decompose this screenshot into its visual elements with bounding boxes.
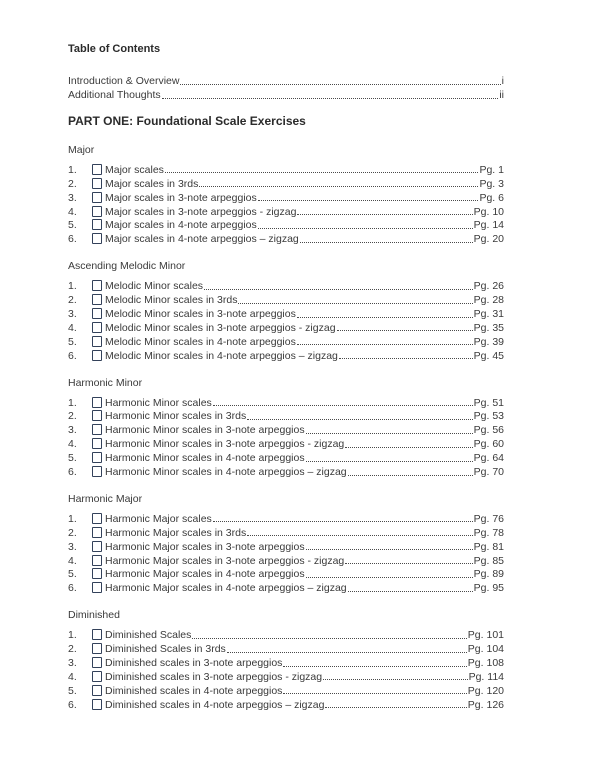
dot-leader — [199, 186, 478, 187]
item-number: 3. — [68, 191, 77, 204]
checkbox-icon — [92, 178, 102, 189]
dot-leader — [306, 549, 473, 550]
item-number: 2. — [68, 643, 77, 656]
item-page: Pg. 76 — [473, 512, 504, 525]
checkbox-icon — [92, 322, 102, 333]
item-label: Harmonic Major scales in 3-note arpeggios — [105, 540, 305, 553]
item-label: Harmonic Major scales in 3-note arpeggios - zigzag — [105, 554, 345, 567]
item-number: 3. — [68, 540, 77, 553]
dot-leader — [247, 535, 472, 536]
dot-leader — [227, 652, 467, 653]
dot-leader — [306, 461, 473, 462]
part-heading: PART ONE: Foundational Scale Exercises — [68, 114, 306, 128]
dot-leader — [323, 679, 467, 680]
checkbox-icon — [92, 527, 102, 538]
checkbox-icon — [92, 424, 102, 435]
item-page: Pg. 45 — [473, 349, 504, 362]
checkbox-icon — [92, 685, 102, 696]
item-number: 4. — [68, 670, 77, 683]
checkbox-icon — [92, 233, 102, 244]
item-number: 3. — [68, 308, 77, 321]
toc-item — [68, 683, 504, 697]
item-page: Pg. 53 — [473, 410, 504, 423]
item-number: 4. — [68, 438, 77, 451]
item-label: Harmonic Minor scales in 4-note arpeggios – zigzag — [105, 466, 347, 479]
item-label: Major scales — [105, 163, 164, 176]
checkbox-icon — [92, 671, 102, 682]
item-page: Pg. 3 — [479, 177, 504, 190]
page-title: Table of Contents — [68, 43, 161, 55]
toc-item — [68, 697, 504, 711]
toc-item — [68, 655, 504, 669]
toc-item — [68, 409, 504, 423]
toc-entry — [68, 73, 504, 87]
dot-leader — [213, 521, 473, 522]
item-label: Harmonic Minor scales in 4-note arpeggios — [105, 452, 305, 465]
dot-leader — [306, 433, 473, 434]
item-number: 5. — [68, 568, 77, 581]
dot-leader — [339, 358, 473, 359]
dot-leader — [247, 419, 472, 420]
item-page: Pg. 114 — [468, 670, 504, 683]
dot-leader — [297, 214, 472, 215]
item-label: Harmonic Major scales in 3rds — [105, 526, 247, 539]
item-number: 3. — [68, 424, 77, 437]
toc-item — [68, 306, 504, 320]
item-number: 2. — [68, 526, 77, 539]
checkbox-icon — [92, 657, 102, 668]
item-label: Major scales in 4-note arpeggios – zigzag — [105, 233, 299, 246]
section-diminished — [68, 608, 504, 710]
checkbox-icon — [92, 192, 102, 203]
item-page: Pg. 1 — [479, 163, 504, 176]
item-number: 4. — [68, 205, 77, 218]
dot-leader — [162, 98, 499, 99]
section-major — [68, 143, 504, 245]
item-number: 1. — [68, 396, 77, 409]
item-number: 1. — [68, 280, 77, 293]
dot-leader — [337, 330, 473, 331]
item-number: 2. — [68, 177, 77, 190]
item-page: Pg. 78 — [473, 526, 504, 539]
section-harmonic-major — [68, 492, 504, 594]
item-number: 4. — [68, 554, 77, 567]
item-label: Diminished scales in 3-note arpeggios — [105, 657, 283, 670]
item-label: Major scales in 3rds — [105, 177, 199, 190]
item-page: Pg. 60 — [473, 438, 504, 451]
item-page: Pg. 35 — [473, 321, 504, 334]
item-number: 1. — [68, 512, 77, 525]
toc-item — [68, 204, 504, 218]
toc-item — [68, 278, 504, 292]
item-page: Pg. 10 — [473, 205, 504, 218]
item-label: Diminished scales in 4-note arpeggios — [105, 684, 283, 697]
item-number: 4. — [68, 321, 77, 334]
checkbox-icon — [92, 410, 102, 421]
checkbox-icon — [92, 582, 102, 593]
checkbox-icon — [92, 629, 102, 640]
item-label: Major scales in 3-note arpeggios - zigzag — [105, 205, 297, 218]
toc-item — [68, 669, 504, 683]
toc-item — [68, 231, 504, 245]
toc-item — [68, 539, 504, 553]
item-label: Melodic Minor scales in 3rds — [105, 294, 238, 307]
toc-item — [68, 348, 504, 362]
dot-leader — [258, 200, 479, 201]
toc-entry — [68, 87, 504, 101]
dot-leader — [238, 303, 472, 304]
item-page: Pg. 14 — [473, 219, 504, 232]
toc-item — [68, 641, 504, 655]
checkbox-icon — [92, 699, 102, 710]
toc-item — [68, 218, 504, 232]
dot-leader — [325, 707, 466, 708]
toc-item — [68, 422, 504, 436]
item-number: 2. — [68, 410, 77, 423]
dot-leader — [180, 84, 500, 85]
checkbox-icon — [92, 350, 102, 361]
item-page: Pg. 56 — [473, 424, 504, 437]
item-page: Pg. 120 — [467, 684, 504, 697]
item-page: Pg. 51 — [473, 396, 504, 409]
item-page: Pg. 28 — [473, 294, 504, 307]
item-label: Harmonic Minor scales — [105, 396, 212, 409]
item-page: Pg. 26 — [473, 280, 504, 293]
item-number: 6. — [68, 582, 77, 595]
item-number: 5. — [68, 684, 77, 697]
item-number: 5. — [68, 219, 77, 232]
section-heading: Harmonic Major — [68, 493, 143, 506]
item-page: Pg. 108 — [467, 657, 504, 670]
section-ascending-melodic-minor — [68, 259, 504, 361]
dot-leader — [297, 344, 473, 345]
item-page: Pg. 101 — [467, 629, 504, 642]
toc-item — [68, 292, 504, 306]
dot-leader — [204, 289, 473, 290]
item-label: Diminished scales in 4-note arpeggios – zigzag — [105, 698, 325, 711]
checkbox-icon — [92, 219, 102, 230]
item-page: Pg. 95 — [473, 582, 504, 595]
item-number: 6. — [68, 349, 77, 362]
checkbox-icon — [92, 513, 102, 524]
item-page: Pg. 81 — [473, 540, 504, 553]
section-heading: Major — [68, 144, 95, 156]
toc-item — [68, 553, 504, 567]
item-label: Melodic Minor scales in 3-note arpeggios - zigzag — [105, 321, 336, 334]
item-page: Pg. 6 — [479, 191, 504, 204]
entry-label: Introduction & Overview — [68, 75, 180, 87]
dot-leader — [283, 666, 466, 667]
item-label: Harmonic Minor scales in 3-note arpeggios - zigzag — [105, 438, 345, 451]
item-number: 6. — [68, 466, 77, 479]
section-heading: Ascending Melodic Minor — [68, 260, 186, 273]
checkbox-icon — [92, 294, 102, 305]
dot-leader — [192, 638, 466, 639]
item-page: Pg. 20 — [473, 233, 504, 246]
item-number: 6. — [68, 698, 77, 711]
item-label: Melodic Minor scales in 3-note arpeggios — [105, 308, 296, 321]
toc-item — [68, 190, 504, 204]
dot-leader — [345, 563, 472, 564]
toc-item — [68, 511, 504, 525]
dot-leader — [300, 242, 473, 243]
section-heading: Harmonic Minor — [68, 376, 143, 389]
checkbox-icon — [92, 438, 102, 449]
checkbox-icon — [92, 397, 102, 408]
checkbox-icon — [92, 164, 102, 175]
item-page: Pg. 126 — [467, 698, 504, 711]
checkbox-icon — [92, 541, 102, 552]
item-page: Pg. 31 — [473, 308, 504, 321]
entry-page: ii — [499, 89, 504, 101]
item-page: Pg. 70 — [473, 466, 504, 479]
item-label: Diminished scales in 3-note arpeggios - zigzag — [105, 670, 323, 683]
item-label: Diminished Scales — [105, 629, 192, 642]
item-page: Pg. 104 — [467, 643, 504, 656]
toc-item — [68, 567, 504, 581]
dot-leader — [306, 577, 473, 578]
section-harmonic-minor — [68, 376, 504, 478]
item-page: Pg. 85 — [473, 554, 504, 567]
toc-item — [68, 320, 504, 334]
dot-leader — [283, 693, 466, 694]
entry-page: i — [501, 75, 504, 87]
dot-leader — [213, 405, 473, 406]
item-number: 1. — [68, 163, 77, 176]
item-label: Harmonic Major scales in 4-note arpeggios — [105, 568, 305, 581]
toc-item — [68, 334, 504, 348]
checkbox-icon — [92, 280, 102, 291]
checkbox-icon — [92, 308, 102, 319]
dot-leader — [258, 228, 473, 229]
toc-item — [68, 450, 504, 464]
item-label: Harmonic Minor scales in 3rds — [105, 410, 247, 423]
dot-leader — [165, 172, 479, 173]
checkbox-icon — [92, 555, 102, 566]
section-heading: Diminished — [68, 609, 120, 622]
toc-item — [68, 395, 504, 409]
item-label: Melodic Minor scales in 4-note arpeggios — [105, 335, 296, 348]
item-label: Diminished Scales in 3rds — [105, 643, 226, 656]
item-label: Harmonic Major scales — [105, 512, 212, 525]
item-number: 1. — [68, 629, 77, 642]
entry-label: Additional Thoughts — [68, 89, 161, 101]
dot-leader — [297, 317, 473, 318]
toc-content — [68, 43, 504, 711]
item-label: Major scales in 4-note arpeggios — [105, 219, 257, 232]
item-page: Pg. 39 — [473, 335, 504, 348]
toc-item — [68, 436, 504, 450]
checkbox-icon — [92, 643, 102, 654]
toc-item — [68, 162, 504, 176]
item-label: Harmonic Minor scales in 3-note arpeggios — [105, 424, 305, 437]
item-label: Harmonic Major scales in 4-note arpeggios – zigzag — [105, 582, 347, 595]
checkbox-icon — [92, 206, 102, 217]
dot-leader — [348, 475, 473, 476]
dot-leader — [348, 591, 473, 592]
item-page: Pg. 64 — [473, 452, 504, 465]
item-number: 3. — [68, 657, 77, 670]
dot-leader — [345, 447, 472, 448]
checkbox-icon — [92, 568, 102, 579]
toc-item — [68, 580, 504, 594]
front-matter — [68, 73, 504, 101]
item-page: Pg. 89 — [473, 568, 504, 581]
item-label: Melodic Minor scales — [105, 280, 204, 293]
toc-item — [68, 464, 504, 478]
toc-item — [68, 627, 504, 641]
checkbox-icon — [92, 466, 102, 477]
item-number: 5. — [68, 452, 77, 465]
item-number: 5. — [68, 335, 77, 348]
item-number: 2. — [68, 294, 77, 307]
item-label: Melodic Minor scales in 4-note arpeggios – zigzag — [105, 349, 338, 362]
toc-item — [68, 525, 504, 539]
item-label: Major scales in 3-note arpeggios — [105, 191, 257, 204]
toc-item — [68, 176, 504, 190]
checkbox-icon — [92, 336, 102, 347]
checkbox-icon — [92, 452, 102, 463]
item-number: 6. — [68, 233, 77, 246]
